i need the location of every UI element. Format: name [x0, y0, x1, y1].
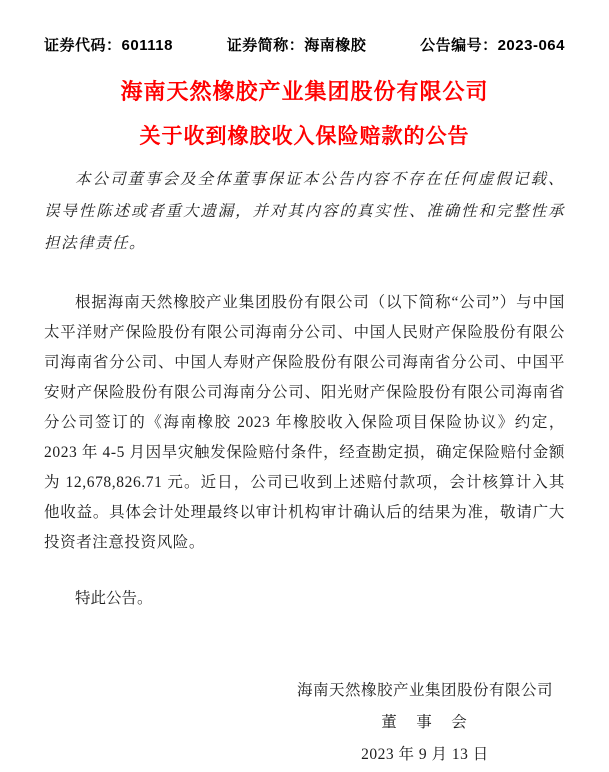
stock-name-value: 海南橡胶: [304, 37, 367, 54]
body-paragraph: 根据海南天然橡胶产业集团股份有限公司（以下简称“公司”）与中国太平洋财产保险股份有限公司海南分公司、中国人民财产保险股份有限公司海南省分公司、中国人寿财产保险股份有限公司海南省分公司、中国平安财产保险股份有限公司海南分公司、阳光财产保险股份有限公司海南省分公司签订的《海南橡胶 2023 年橡胶收入保险项目保险协议》约定，2023 年 4-5 月因旱灾触发保险赔付条件，经查勘定损，确定保险赔付金额为 12,678,826.71 元。近日，公司已收到上述赔付款项，会计核算计入其他收益。具体会计处理最终以审计机构审计确认后的结果为准，敬请广大投资者注意投资风险。: [44, 294, 565, 551]
stock-name: [227, 34, 367, 55]
board-disclaimer: 本公司董事会及全体董事保证本公告内容不存在任何虚假记载、误导性陈述或者重大遗漏，并对其内容的真实性、准确性和完整性承担法律责任。: [44, 171, 565, 252]
signature-board: 董 事 会: [381, 714, 469, 731]
closing-statement: 特此公告。: [75, 590, 153, 607]
company-title: 海南天然橡胶产业集团股份有限公司: [120, 79, 489, 104]
announcement-number-value: 2023-064: [497, 37, 565, 54]
announcement-number: [420, 34, 565, 55]
stock-name-label: 证券简称：: [226, 37, 305, 54]
announcement-title: 关于收到橡胶收入保险赔款的公告: [139, 125, 470, 148]
securities-header: [44, 34, 565, 55]
signature-date: 2023 年 9 月 13 日: [361, 746, 489, 763]
stock-code: [44, 34, 173, 55]
signature-block: [44, 676, 565, 770]
signature-company: 海南天然橡胶产业集团股份有限公司: [296, 682, 553, 699]
signature-inner: [297, 676, 553, 770]
stock-code-value: 601118: [121, 37, 173, 54]
announcement-number-label: 公告编号：: [420, 37, 498, 54]
stock-code-label: 证券代码：: [44, 37, 122, 54]
